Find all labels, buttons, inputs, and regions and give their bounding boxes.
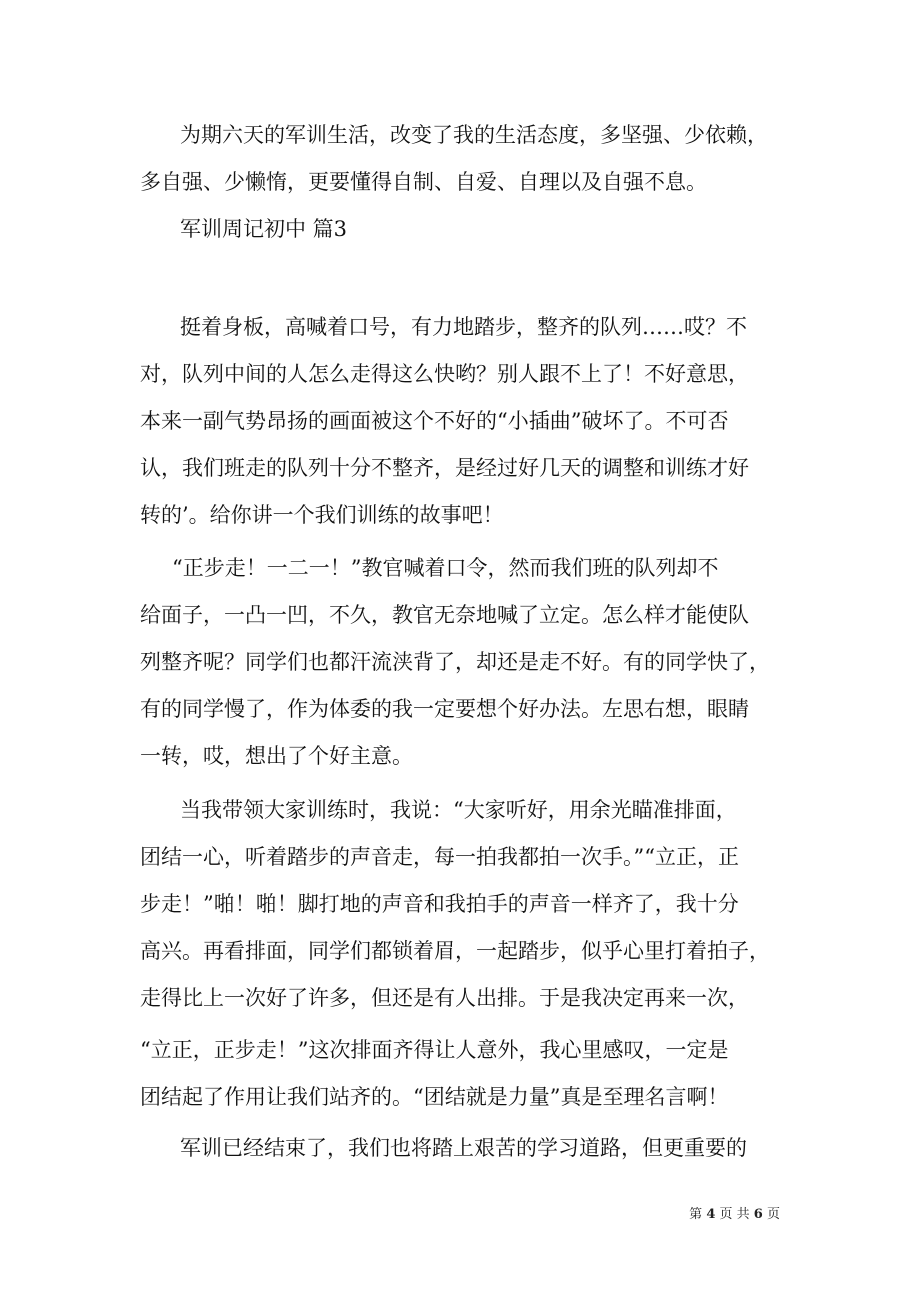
paragraph-line: “立正，正步走！”这次排面齐得让人意外，我心里感叹，一定是	[140, 1038, 729, 1062]
paragraph-line: 认，我们班走的队列十分不整齐，是经过好几天的调整和训练才好	[140, 456, 749, 480]
paragraph-line: 本来一副气势昂扬的画面被这个不好的“小插曲”破坏了。不可否	[140, 409, 729, 433]
paragraph-line: 挺着身板，高喊着口号，有力地踏步，整齐的队列……哎？不	[180, 315, 747, 339]
paragraph-line: 团结起了作用让我们站齐的。“团结就是力量”真是至理名言啊！	[140, 1085, 729, 1109]
paragraph-line: 一转，哎，想出了个好主意。	[140, 744, 413, 768]
paragraph-line: 列整齐呢？同学们也都汗流浃背了，却还是走不好。有的同学快了，	[140, 650, 770, 674]
paragraph-line: 走得比上一次好了许多，但还是有人出排。于是我决定再来一次，	[140, 986, 749, 1010]
paragraph-line: 当我带领大家训练时，我说：“大家听好，用余光瞄准排面，	[180, 798, 737, 822]
paragraph-line: 给面子，一凸一凹，不久，教官无奈地喊了立定。怎么样才能使队	[140, 603, 749, 627]
paragraph-line: 为期六天的军训生活，改变了我的生活态度，多坚强、少依赖，	[180, 123, 768, 147]
paragraph-line: “正步走！一二一！”教官喊着口令，然而我们班的队列却不	[172, 556, 719, 580]
section-heading: 军训周记初中 篇3	[180, 217, 348, 241]
paragraph-line: 转的’。给你讲一个我们训练的故事吧！	[140, 503, 504, 527]
paragraph-line: 对，队列中间的人怎么走得这么快哟？别人跟不上了！不好意思，	[140, 362, 749, 386]
current-page: 4	[706, 1207, 716, 1222]
paragraph-line: 有的同学慢了，作为体委的我一定要想个好办法。左思右想，眼睛	[140, 697, 749, 721]
total-pages: 6	[753, 1207, 763, 1222]
paragraph-line: 高兴。再看排面，同学们都锁着眉，一起踏步，似乎心里打着拍子，	[140, 939, 770, 963]
page-number-suffix: 页	[766, 1207, 780, 1222]
page-number-prefix: 第	[689, 1207, 703, 1222]
paragraph-line: 多自强、少懒惰，更要懂得自制、自爱、自理以及自强不息。	[140, 170, 707, 194]
paragraph-line: 团结一心，听着踏步的声音走，每一拍我都拍一次手。”“立正，正	[140, 845, 739, 869]
paragraph-line: 军训已经结束了，我们也将踏上艰苦的学习道路，但更重要的	[180, 1136, 747, 1160]
page-number-middle: 页 共	[719, 1207, 750, 1222]
paragraph-line: 步走！”啪！啪！脚打地的声音和我拍手的声音一样齐了，我十分	[140, 892, 739, 916]
page-number	[689, 1206, 780, 1224]
